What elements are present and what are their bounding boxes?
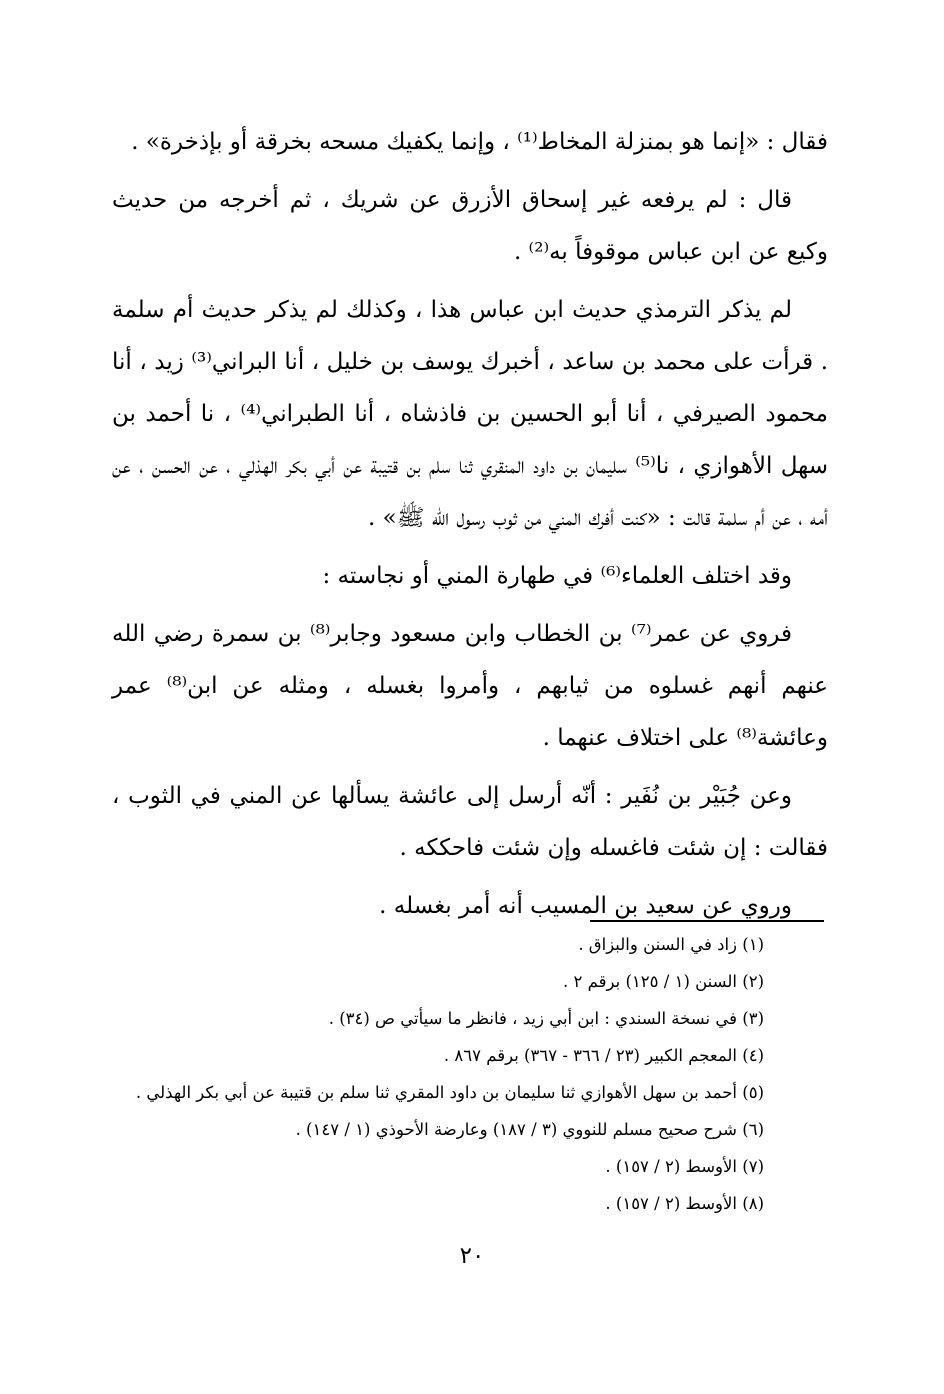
footnote-separator: [590, 920, 824, 922]
footnotes: [112, 926, 764, 1222]
footnote: (٢) السنن (١ / ١٢٥) برقم ٢ .: [563, 972, 764, 991]
footnote: (٥) أحمد بن سهل الأهوازي ثنا سليمان بن داود المقري ثنا سلم بن قتيبة عن أبي بكر الهذلي .: [135, 1083, 764, 1102]
paragraph: فقال : «إنما هو بمنزلة المخاط⁽¹⁾ ، وإنما يكفيك مسحه بخرقة أو بإذخرة» .: [131, 129, 828, 155]
footnote: (٣) في نسخة السندي : ابن أبي زيد ، فانظر ما سيأتي ص (٣٤) .: [328, 1009, 764, 1028]
main-text: [112, 116, 828, 938]
footnote: (٧) الأوسط (٢ / ١٥٧) .: [605, 1157, 764, 1176]
footnote: (٦) شرح صحيح مسلم للنووي (٣ / ١٨٧) وعارضة الأحوذي (١ / ١٤٧) .: [295, 1120, 764, 1139]
footnote: (١) زاد في السنن والبزاق .: [578, 935, 764, 954]
paragraph: وقد اختلف العلماء⁽⁶⁾ في طهارة المني أو نجاسته :: [322, 563, 792, 589]
paragraph: قال : لم يرفعه غير إسحاق الأزرق عن شريك ، ثم أخرجه من حديث وكيع عن ابن عباس موقوفاً به⁽²⁾ .: [112, 187, 828, 265]
page-number: ٢٠: [459, 1243, 485, 1269]
footnote: (٤) المعجم الكبير (٢٣ / ٣٦٦ - ٣٦٧) برقم ٨٦٧ .: [443, 1046, 764, 1065]
footnote: (٨) الأوسط (٢ / ١٥٧) .: [605, 1194, 764, 1213]
paragraph: فروي عن عمر⁽⁷⁾ بن الخطاب وابن مسعود وجابر⁽⁸⁾ بن سمرة رضي الله عنهم أنهم غسلوه من ثيابهم ، وأمروا بغسله ، ومثله عن ابن⁽⁸⁾ عمر وعائشة⁽⁸⁾ على اختلاف عنهما .: [112, 621, 828, 751]
paragraph: لم يذكر الترمذي حديث ابن عباس هذا ، وكذلك لم يذكر حديث أم سلمة . قرأت على محمد بن ساعد ، أخبرك يوسف بن خليل ، أنا البراني⁽³⁾ زيد ، أنا محمود الصيرفي ، أنا أبو الحسين بن فاذشاه ، أنا الطبراني⁽⁴⁾ ، نا أحمد بن سهل الأهوازي ، نا⁽⁵⁾ سليمان بن داود المنقري ثنا سلم بن قتيبة عن أبي بكر الهذلي ، عن الحسن ، عن أمه ، عن أم سلمة قالت : «كنت أفرك المني من ثوب رسول الله ﷺ» .: [112, 297, 828, 531]
paragraph: وعن جُبَيْر بن نُفَير : أنّه أرسل إلى عائشة يسألها عن المني في الثوب ، فقالت : إن شئت فاغسله وإن شئت فاحككه .: [112, 783, 828, 861]
paragraph: وروي عن سعيد بن المسيب أنه أمر بغسله .: [379, 893, 792, 919]
